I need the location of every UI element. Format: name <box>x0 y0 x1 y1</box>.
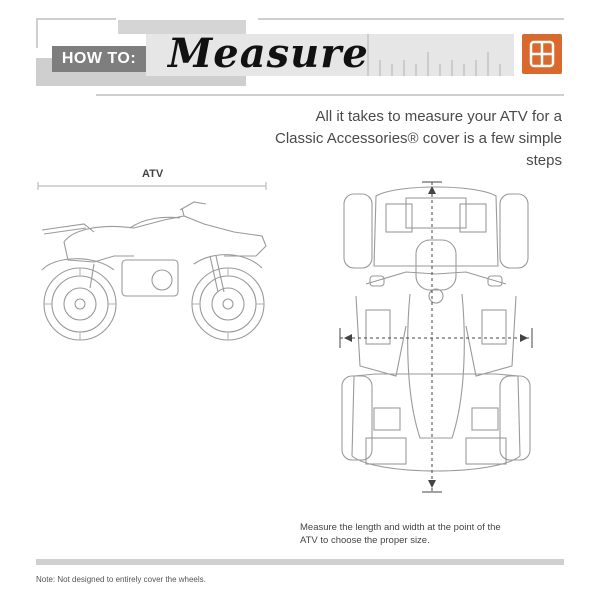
measure-instructions <box>300 521 570 547</box>
atv-top-outline <box>342 187 530 471</box>
atv-side-outline <box>42 202 266 340</box>
howto-label: HOW TO: <box>52 46 146 72</box>
header-top-line-left <box>36 18 116 20</box>
atv-side-view-drawing <box>34 180 274 350</box>
atv-side-label: ATV <box>142 168 164 180</box>
caption-line-1: Measure the length and width at the point of the <box>300 522 501 533</box>
footer-divider <box>36 559 564 565</box>
length-dimension-line <box>38 182 266 190</box>
header-top-line-left-tick <box>36 18 38 48</box>
header-top-line-right <box>258 18 564 20</box>
brand-logo <box>522 34 562 74</box>
atv-top-view-drawing <box>336 176 536 496</box>
brand-logo-icon <box>522 34 562 74</box>
intro-line-2: Classic Accessories® cover is a few simple steps <box>275 130 562 169</box>
footer-note: Note: Not designed to entirely cover the wheels. <box>36 575 206 584</box>
intro-line-1: All it takes to measure your ATV for a <box>315 108 562 125</box>
header-bottom-line <box>96 94 564 96</box>
tire-treads <box>44 268 264 340</box>
intro-text <box>262 106 562 172</box>
caption-line-2: ATV to choose the proper size. <box>300 535 430 546</box>
page-title: Measure <box>168 30 369 77</box>
